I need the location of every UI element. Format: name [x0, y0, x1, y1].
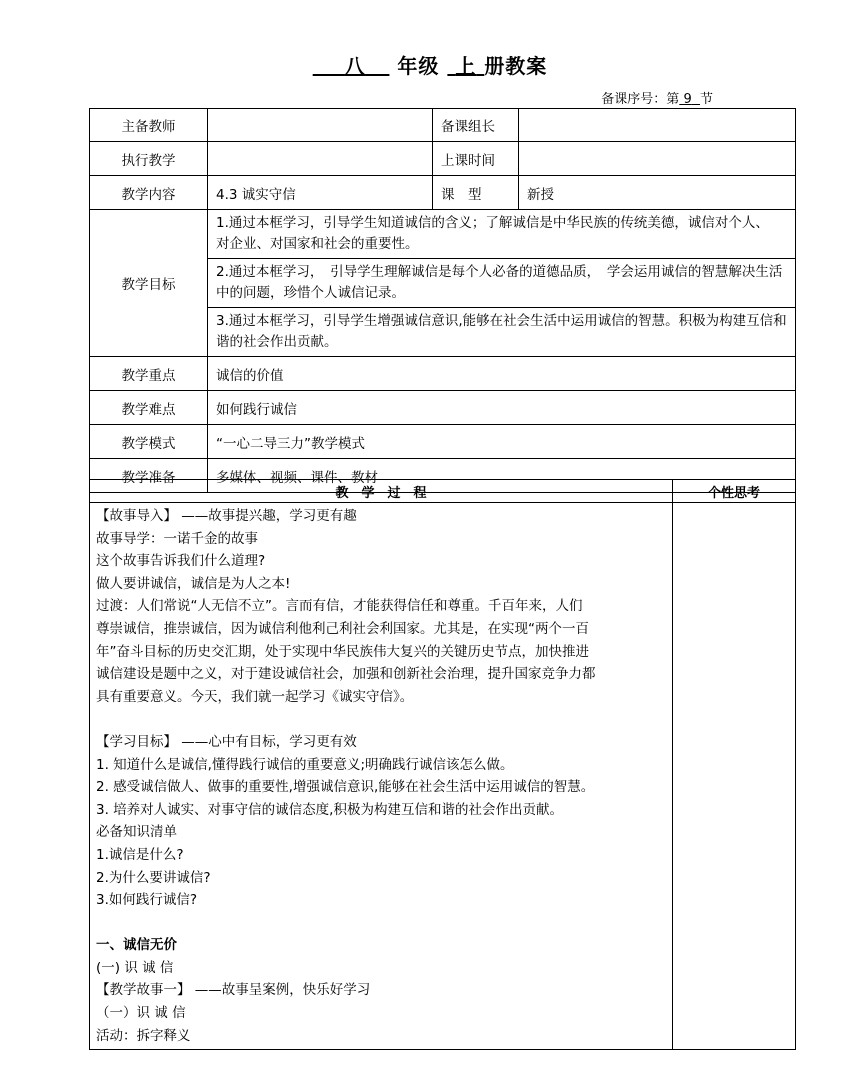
prep-value: 多媒体、视频、课件、教材: [208, 459, 796, 493]
goals-label: 教学目标: [90, 210, 208, 357]
process-line: 具有重要意义。今天，我们就一起学习《诚实守信》。: [96, 688, 414, 705]
grade-value: 八: [344, 54, 366, 78]
process-line: 过渡：人们常说“人无信不立”。言而有信，才能获得信任和尊重。千百年来，人们: [96, 598, 583, 615]
grade-suffix: 年级: [397, 54, 440, 78]
process-header: 教 学 过 程: [90, 480, 673, 503]
key-label: 教学重点: [90, 357, 208, 391]
section-heading: 一、诚信无价: [96, 937, 177, 954]
process-line: 1. 知道什么是诚信,懂得践行诚信的重要意义;明确践行诚信该怎么做。: [96, 756, 514, 773]
process-line: 3.如何践行诚信?: [96, 892, 198, 909]
goal-item: 1.通过本框学习，引导学生知道诚信的含义；了解诚信是中华民族的传统美德，诚信对个人、 对企业、对国家和社会的重要性。: [208, 210, 796, 259]
reflection-content: [673, 503, 796, 1050]
process-line: 故事导学：一诺千金的故事: [96, 530, 258, 547]
process-content: [90, 503, 673, 1050]
process-line: (一) 识 诚 信: [96, 959, 174, 976]
type-label: 课 型: [433, 176, 519, 210]
reflection-header: 个性思考: [673, 480, 796, 503]
process-line: 1.诚信是什么?: [96, 846, 184, 863]
process-line: 诚信建设是题中之义，对于建设诚信社会，加强和创新社会治理，提升国家竞争力都: [96, 666, 596, 683]
process-line: 2. 感受诚信做人、做事的重要性,增强诚信意识,能够在社会生活中运用诚信的智慧。: [96, 779, 595, 796]
process-line: （一）识 诚 信: [96, 1005, 186, 1022]
process-blank-line: [96, 912, 666, 935]
time-value: [519, 142, 796, 176]
content-label: 教学内容: [90, 176, 208, 210]
difficult-label: 教学难点: [90, 391, 208, 425]
process-line: 尊崇诚信，推崇诚信，因为诚信利他利己利社会利国家。尤其是，在实现“两个一百: [96, 620, 589, 637]
process-blank-line: [96, 708, 666, 731]
process-line: 活动：拆字释义: [96, 1027, 191, 1044]
mode-label: 教学模式: [90, 425, 208, 459]
process-line: 年”奋斗目标的历史交汇期，处于实现中华民族伟大复兴的关键历史节点，加快推进: [96, 643, 589, 660]
teaching-process-table: [89, 479, 796, 1050]
lesson-sequence: 备课序号：第 9 节: [601, 92, 713, 107]
goal-item: 3.通过本框学习，引导学生增强诚信意识,能够在社会生活中运用诚信的智慧。积极为构建互信和谐的社会作出贡献。: [208, 308, 796, 357]
mode-value: “一心二导三力”教学模式: [208, 425, 796, 459]
title-suffix: 册教案: [484, 54, 548, 78]
term-value: 上: [455, 54, 477, 78]
process-line: 必备知识清单: [96, 824, 177, 841]
content-value: 4.3 诚实守信: [208, 176, 433, 210]
goal-item: 2.通过本框学习， 引导学生理解诚信是每个人必备的道德品质， 学会运用诚信的智慧解决生活中的问题，珍惜个人诚信记录。: [208, 259, 796, 308]
process-line: 【学习目标】 ——心中有目标，学习更有效: [96, 733, 357, 750]
leader-label: 备课组长: [433, 109, 519, 142]
teacher-label: 主备教师: [90, 109, 208, 142]
key-value: 诚信的价值: [208, 357, 796, 391]
exec-label: 执行教学: [90, 142, 208, 176]
process-line: 这个故事告诉我们什么道理?: [96, 553, 266, 570]
exec-value: [208, 142, 433, 176]
process-line: 【故事导入】 ——故事提兴趣，学习更有趣: [96, 508, 357, 524]
process-line: 【教学故事一】 ——故事呈案例，快乐好学习: [96, 982, 371, 999]
process-line: 做人要讲诚信，诚信是为人之本!: [96, 575, 291, 592]
lesson-info-table: [89, 108, 796, 493]
page-title: [0, 50, 860, 79]
type-value: 新授: [519, 176, 796, 210]
difficult-value: 如何践行诚信: [208, 391, 796, 425]
process-line: 2.为什么要讲诚信?: [96, 869, 211, 886]
teacher-value: [208, 109, 433, 142]
time-label: 上课时间: [433, 142, 519, 176]
process-line: 3. 培养对人诚实、对事守信的诚信态度,积极为构建互信和谐的社会作出贡献。: [96, 801, 563, 818]
prep-label: 教学准备: [90, 459, 208, 493]
leader-value: [519, 109, 796, 142]
